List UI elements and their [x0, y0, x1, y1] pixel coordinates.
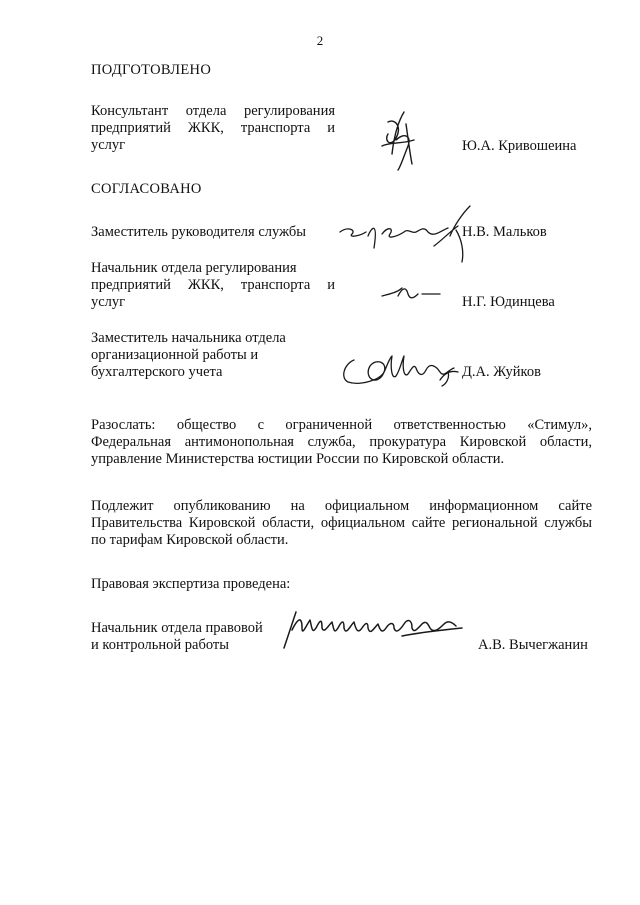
distribution-line: управление Министерства юстиции России по Кировской области.	[91, 451, 505, 467]
signature-yudintseva	[380, 282, 444, 304]
prepared-position-line: предприятий ЖКК, транспорта и	[91, 120, 335, 136]
signature-zhuikov	[340, 350, 462, 390]
legal-review-text: Правовая экспертиза проведена:	[91, 576, 291, 592]
distribution-block	[91, 417, 592, 468]
signer-2-name: Н.Г. Юдинцева	[462, 294, 555, 310]
publication-line: Правительства Кировской области, официальном сайте региональной службы	[91, 515, 592, 531]
signature-krivosheina	[378, 110, 418, 172]
page-number: 2	[316, 33, 324, 48]
signer-3-position-line: организационной работы и	[91, 347, 259, 363]
signer-3-position-line: Заместитель начальника отдела	[91, 330, 286, 346]
signature-vychegzhanin	[282, 606, 464, 650]
legal-review-name: А.В. Вычегжанин	[478, 637, 588, 653]
agreed-heading: СОГЛАСОВАНО	[91, 181, 202, 197]
signer-3-position	[91, 330, 335, 381]
prepared-position-line: Консультант отдела регулирования	[91, 103, 335, 119]
signer-3-position-line: бухгалтерского учета	[91, 364, 223, 380]
publication-line: Подлежит опубликованию на официальном информационном сайте	[91, 498, 592, 514]
prepared-name: Ю.А. Кривошеина	[462, 138, 577, 154]
legal-review-position-line: Начальник отдела правовой	[91, 620, 263, 636]
legal-review-position-line: и контрольной работы	[91, 637, 229, 653]
distribution-line: Разослать: общество с ограниченной ответственностью «Стимул»,	[91, 417, 592, 433]
signer-2-position-line: услуг	[91, 294, 126, 310]
legal-review-position	[91, 620, 311, 654]
signer-2-position	[91, 260, 335, 311]
publication-line: по тарифам Кировской области.	[91, 532, 289, 548]
prepared-position-line: услуг	[91, 137, 126, 153]
prepared-heading: ПОДГОТОВЛЕНО	[91, 62, 212, 78]
distribution-line: Федеральная антимонопольная служба, прокуратура Кировской области,	[91, 434, 592, 450]
signer-3-name: Д.А. Жуйков	[462, 364, 541, 380]
signer-2-position-line: предприятий ЖКК, транспорта и	[91, 277, 335, 293]
signer-2-position-line: Начальник отдела регулирования	[91, 260, 297, 276]
signer-1-position: Заместитель руководителя службы	[91, 224, 307, 240]
prepared-position	[91, 103, 335, 154]
publication-block	[91, 498, 592, 549]
signer-1-name: Н.В. Мальков	[462, 224, 547, 240]
